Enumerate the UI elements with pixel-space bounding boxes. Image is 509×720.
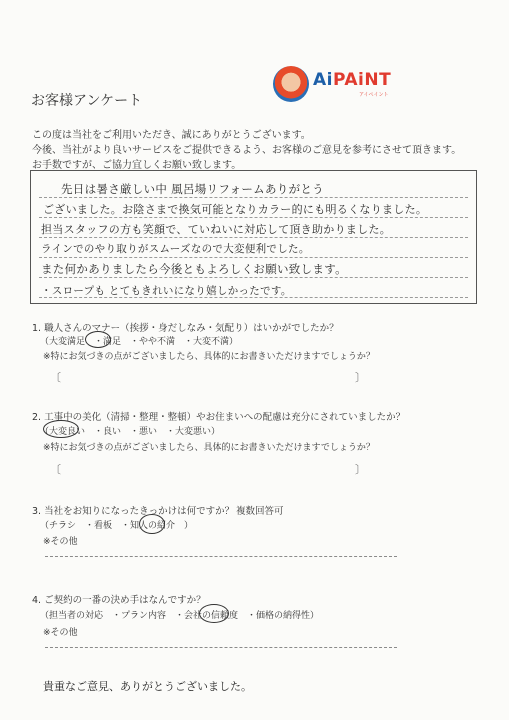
intro-line: お手数ですが、ご協力宜しくお願い致します。 <box>32 160 242 171</box>
ruled-line <box>39 197 468 198</box>
q3-multi-label: 複数回答可 <box>236 506 284 517</box>
q4-selection-circle <box>199 604 229 623</box>
page-title: お客様アンケート <box>31 93 143 109</box>
q2-selection-circle <box>43 420 79 438</box>
closing-message: 貴重なご意見、ありがとうございました。 <box>43 680 252 693</box>
handwritten-line: ございました。お陰さまで換気可能となりカラー的にも明るくなりました。 <box>43 203 428 216</box>
q2-options[interactable]: （大変良い ・良い ・悪い ・大変悪い） <box>40 427 221 437</box>
ruled-line <box>39 217 468 218</box>
intro-line: 今後、当社がより良いサービスをご提供できるよう、お客様のご意見を参考にさせて頂きます。 <box>32 145 462 156</box>
handwritten-line: ・スロープも とてもきれいになり嬉しかったです。 <box>41 285 292 297</box>
q4-other-label: ※その他 <box>43 628 78 638</box>
q2-answer-field[interactable] <box>60 460 350 476</box>
q1-selection-circle <box>85 331 111 348</box>
q1-bracket-close: 〕 <box>355 371 366 384</box>
q2-question: 2. 工事中の美化（清掃・整理・整頓）やお住まいへの配慮は充分にされていましたか？ <box>32 412 406 423</box>
handwritten-line: 担当スタッフの方も笑顔で、ていねいに対応して頂き助かりました。 <box>41 223 392 236</box>
q3-other-line[interactable] <box>45 556 397 557</box>
logo-tagline: アイペイント <box>359 92 389 98</box>
q1-note: ※特にお気づきの点がございましたら、具体的にお書きいただけますでしょうか？ <box>43 352 375 362</box>
ruled-line <box>39 237 468 238</box>
company-logo <box>273 66 403 106</box>
handwritten-line: 先日は暑さ厳しい中 風呂場リフォームありがとう <box>61 182 324 196</box>
comment-box[interactable] <box>30 170 477 304</box>
logo-wordmark: AiPAiNT <box>313 70 392 90</box>
q2-bracket-open: 〔 <box>50 463 61 476</box>
ruled-line <box>39 277 468 278</box>
q1-answer-field[interactable] <box>60 368 350 384</box>
handwritten-line: ラインでのやり取りがスムーズなので大変便利でした。 <box>41 243 310 255</box>
q2-bracket-close: 〕 <box>355 463 366 476</box>
intro-line: この度は当社をご利用いただき、誠にありがとうございます。 <box>32 130 311 141</box>
q3-options[interactable]: （チラシ ・看板 ・知人の紹介 ） <box>40 521 194 531</box>
ruled-line <box>39 257 468 258</box>
q4-other-line[interactable] <box>45 647 397 648</box>
q3-selection-circle <box>139 514 165 534</box>
intro-text <box>32 128 461 173</box>
q2-note: ※特にお気づきの点がございましたら、具体的にお書きいただけますでしょうか？ <box>43 443 375 453</box>
q1-bracket-open: 〔 <box>50 371 61 384</box>
q1-options[interactable]: （大変満足 ・満足 ・やや不満 ・大変不満） <box>40 337 239 347</box>
handwritten-line: また何かありましたら今後ともよろしくお願い致します。 <box>41 262 347 276</box>
q3-question: 3. 当社をお知りになったきっかけは何ですか？ <box>32 506 235 517</box>
q3-other-label: ※その他 <box>43 537 78 547</box>
q4-question: 4. ご契約の一番の決め手はなんですか？ <box>32 595 206 606</box>
q1-question: 1. 職人さんのマナー（挨拶・身だしなみ・気配り）はいかがでしたか？ <box>32 323 339 334</box>
q4-options[interactable]: （担当者の対応 ・プラン内容 ・会社の信頼度 ・価格の納得性） <box>40 611 320 621</box>
mascot-icon <box>273 66 309 102</box>
